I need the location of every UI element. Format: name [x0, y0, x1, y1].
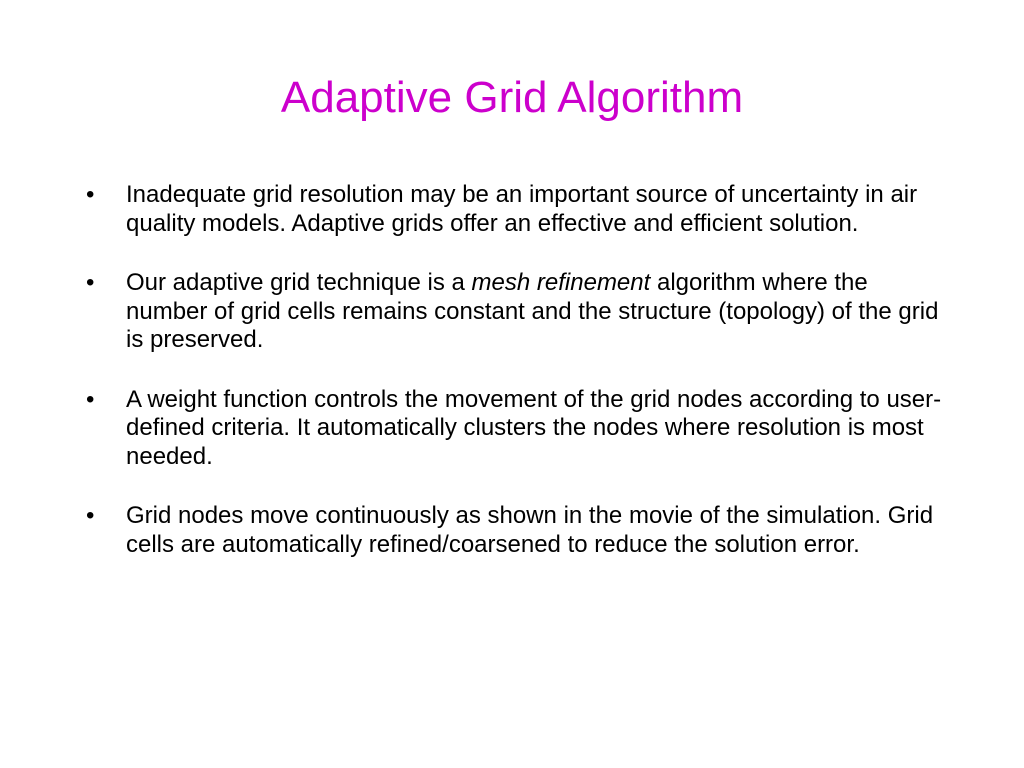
bullet-item-3 [86, 386, 946, 472]
bullet-text: Inadequate grid resolution may be an important source of uncertainty in air quality models. Adaptive grids offer an effective and efficient solution. [126, 181, 918, 237]
bullet-text-emphasis: mesh refinement [471, 269, 651, 296]
bullet-item-2 [86, 269, 946, 355]
bullet-text: A weight function controls the movement of the grid nodes according to user-defined criteria. It automatically clusters the nodes where resolution is most needed. [126, 385, 942, 470]
bullet-marker: • [86, 502, 95, 529]
bullet-item-4 [86, 502, 946, 559]
slide-title: Adaptive Grid Algorithm [280, 73, 744, 122]
bullet-list [86, 181, 946, 590]
bullet-marker: • [86, 385, 95, 413]
bullet-text-before: Our adaptive grid technique is a [126, 269, 472, 296]
bullet-text: Grid nodes move continuously as shown in the movie of the simulation. Grid cells are automatically refined/coarsened to reduce the solution error. [126, 502, 934, 558]
bullet-text [126, 269, 938, 353]
bullet-item-1 [86, 181, 946, 238]
bullet-marker: • [86, 269, 95, 296]
bullet-marker: • [86, 181, 95, 208]
bullet-text-after: algorithm where the number of grid cells remains constant and the structure (topology) of the grid is preserved. [126, 269, 939, 353]
